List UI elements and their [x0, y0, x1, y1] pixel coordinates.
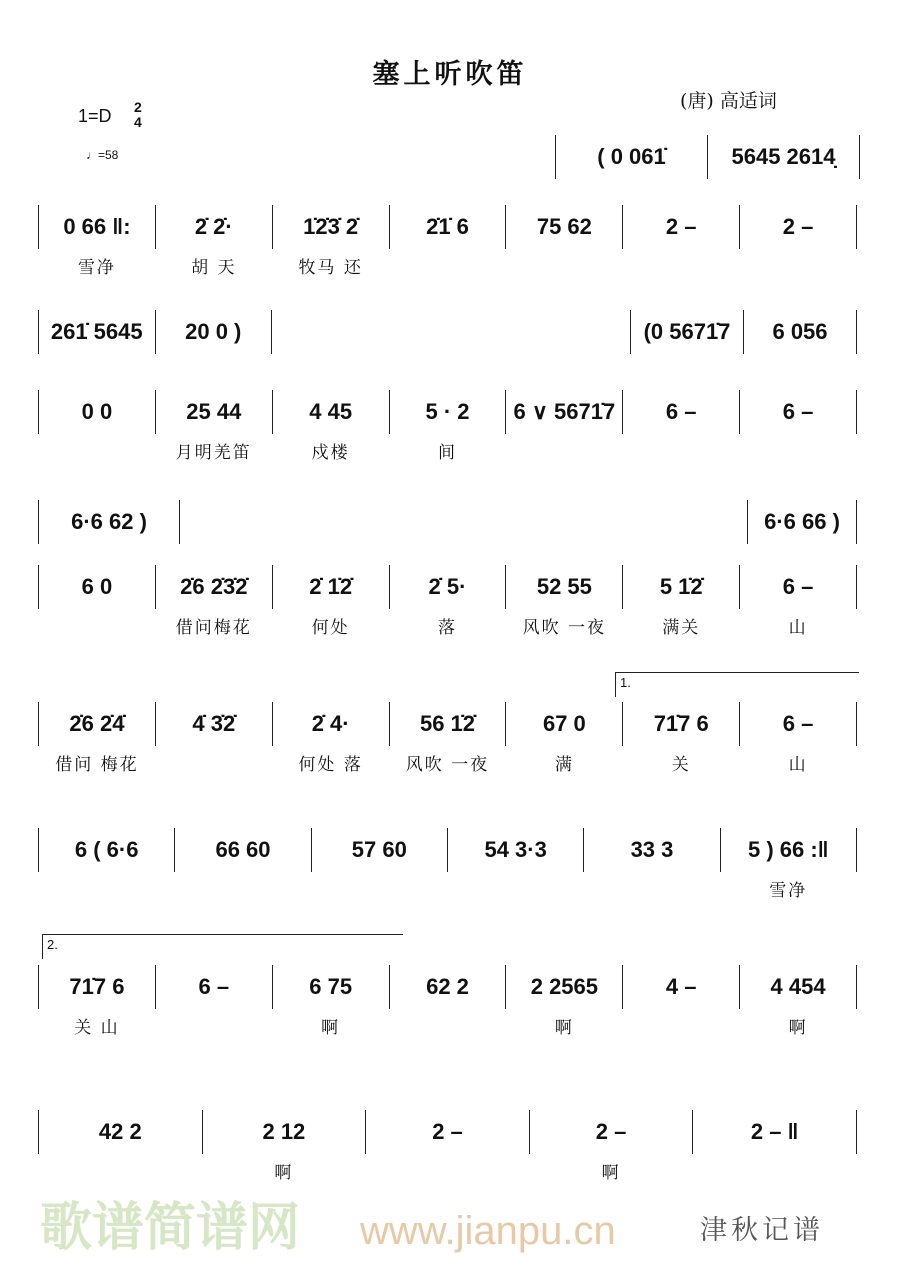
notes: 2̇6 2̇4̇ [69, 711, 125, 736]
staff-row [38, 310, 272, 354]
notes: ( 0 061̇ [597, 144, 666, 169]
notes: 1̇2̇3̇ 2̇ [303, 214, 359, 239]
notes: 6 ( 6·6 [74, 837, 139, 862]
notes: 4 454 [770, 974, 826, 999]
volta-first: 1. [615, 672, 859, 697]
measure [747, 500, 857, 544]
notes: 2 2565 [530, 974, 599, 999]
notes: 5 · 2 [425, 399, 470, 424]
measure [365, 1110, 529, 1154]
notes: 25 44 [186, 399, 242, 424]
lyric: 关 山 [74, 1018, 120, 1038]
notes: 5645 2614̣ [731, 144, 836, 169]
notes: 2 12 [262, 1119, 306, 1144]
measure [389, 390, 506, 463]
lyric: 啊 [274, 1163, 294, 1183]
measure [529, 1110, 693, 1183]
key-signature: 1=D [78, 106, 112, 126]
measure [622, 565, 739, 638]
lyric: 啊 [788, 1018, 808, 1038]
lyric: 啊 [554, 1018, 574, 1038]
time-signature [134, 100, 142, 130]
time-bottom: 4 [134, 114, 142, 130]
transcriber-signature: 津秋记谱 [700, 1215, 824, 1246]
notes: 2 – [432, 1119, 463, 1144]
lyric: 山 [788, 755, 808, 775]
lyric: 关 [671, 755, 691, 775]
measure [272, 965, 389, 1038]
measure [739, 565, 857, 638]
staff-row [747, 500, 857, 544]
notes: 6·6 62 ) [71, 509, 147, 534]
notes: 6 0 [81, 574, 113, 599]
watermark-site: 歌谱简谱网 [40, 1199, 301, 1257]
lyric: 牧马 还 [298, 258, 363, 278]
watermark-url: www.jianpu.cn [360, 1209, 616, 1253]
notes: 4 – [665, 974, 697, 999]
measure [630, 310, 743, 354]
measure [622, 702, 739, 775]
notes: 2 – ‖ [750, 1119, 799, 1144]
notes: 71̇7 6 [69, 974, 125, 999]
measure [739, 390, 857, 434]
measure [38, 310, 155, 354]
notes: 56 1̇2̇ [419, 711, 476, 736]
notes: 20 0 ) [185, 319, 242, 344]
lyric: 啊 [321, 1018, 341, 1038]
measure [202, 1110, 366, 1183]
lyric: 何处 落 [298, 755, 363, 775]
measure [155, 205, 272, 278]
staff-row [38, 500, 180, 544]
lyric: 月明羌笛 [175, 443, 252, 463]
lyric: 满 [554, 755, 574, 775]
notes: 6 ∨ 5671̇7 [513, 399, 616, 424]
lyricist-credit: (唐) 高适词 [680, 90, 777, 112]
measure [505, 205, 622, 249]
measure [155, 565, 272, 638]
staff-row [38, 390, 857, 463]
measure [505, 965, 622, 1038]
measure [555, 135, 707, 179]
notes: 5 1̇2̇ [659, 574, 703, 599]
notes: 54 3·3 [484, 837, 547, 862]
notes: 42 2 [98, 1119, 142, 1144]
measure [692, 1110, 857, 1154]
notes: 4 45 [309, 399, 353, 424]
measure [38, 965, 155, 1038]
notes: 6 – [782, 574, 814, 599]
lyric: 山 [788, 618, 808, 638]
lyric: 落 [438, 618, 457, 638]
notes: 33 3 [630, 837, 674, 862]
notes: 57 60 [351, 837, 407, 862]
volta-second: 2. [42, 934, 403, 959]
measure [389, 702, 506, 775]
notes: 71̇7 6 [653, 711, 709, 736]
lyric: 啊 [601, 1163, 621, 1183]
staff-row [38, 1110, 857, 1183]
notes: 2̇ 1̇2̇ [309, 574, 353, 599]
measure [38, 500, 180, 544]
measure [389, 205, 506, 249]
measure [707, 135, 860, 179]
lyric: 何处 [311, 618, 350, 638]
measure [739, 702, 857, 775]
notes: 0 66 ‖: [63, 214, 131, 239]
notes: 2̇6 2̇3̇2̇ [180, 574, 248, 599]
measure [739, 205, 857, 249]
measure [272, 390, 389, 463]
lyric: 借问 梅花 [55, 755, 139, 775]
lyric: 雪净 [77, 258, 116, 278]
measure [38, 205, 155, 278]
lyric: 胡 天 [191, 258, 237, 278]
notes: 2 – [595, 1119, 627, 1144]
measure [447, 828, 583, 872]
staff-row [38, 702, 857, 775]
measure [38, 828, 174, 872]
measure [505, 390, 622, 434]
lyric: 借问梅花 [175, 618, 252, 638]
measure [38, 565, 155, 609]
measure [739, 965, 857, 1038]
notes: 2̇ 5· [428, 574, 467, 599]
staff-row [38, 965, 857, 1038]
notes: 62 2 [426, 974, 469, 999]
notes: 2 – [782, 214, 814, 239]
notes: 2 – [665, 214, 697, 239]
measure [272, 205, 389, 278]
notes: 5 ) 66 :‖ [747, 837, 829, 862]
notes: 75 62 [536, 214, 592, 239]
notes: 67 0 [542, 711, 586, 736]
lyric: 戍楼 [311, 443, 350, 463]
notes: 6 – [782, 711, 814, 736]
notes: 6 056 [772, 319, 828, 344]
notes: 52 55 [536, 574, 592, 599]
measure [155, 390, 272, 463]
notes: 6 – [198, 974, 230, 999]
tempo-marking: ♩=58 [86, 148, 119, 162]
measure [622, 390, 739, 434]
notes: 6 – [782, 399, 814, 424]
staff-row [555, 135, 860, 179]
measure [311, 828, 447, 872]
notes: 6·6 66 ) [764, 509, 840, 534]
lyric: 风吹 一夜 [405, 755, 490, 775]
measure [38, 702, 155, 775]
staff-row [38, 828, 857, 901]
measure [583, 828, 719, 872]
notes: (0 5671̇7 [643, 319, 731, 344]
measure [155, 702, 272, 746]
measure [155, 965, 272, 1009]
measure [622, 965, 739, 1009]
lyric: 雪净 [769, 881, 808, 901]
staff-row [38, 205, 857, 278]
staff-row [38, 565, 857, 638]
time-top: 2 [134, 99, 142, 115]
staff-row [630, 310, 857, 354]
measure [38, 390, 155, 434]
measure [38, 1110, 202, 1154]
lyric: 风吹 一夜 [522, 618, 607, 638]
notes: 6 75 [309, 974, 353, 999]
measure [622, 205, 739, 249]
song-title: 塞上听吹笛 [372, 59, 528, 90]
notes: 2̇ 4· [311, 711, 350, 736]
measure [505, 702, 622, 775]
measure [174, 828, 310, 872]
measure [155, 310, 273, 354]
notes: 2̇1̇ 6 [426, 214, 469, 239]
measure [272, 702, 389, 775]
measure [389, 565, 506, 638]
lyric: 满关 [662, 618, 701, 638]
measure [505, 565, 622, 638]
measure [389, 965, 506, 1009]
notes: 6 – [665, 399, 697, 424]
measure [272, 565, 389, 638]
lyric: 间 [438, 443, 457, 463]
notes: 261̇ 5645 [50, 319, 143, 344]
notes: 2̇ 2̇· [194, 214, 233, 239]
measure [720, 828, 857, 901]
notes: 4̇ 3̇2̇ [192, 711, 236, 736]
notes: 0 0 [81, 399, 113, 424]
measure [743, 310, 857, 354]
notes: 66 60 [215, 837, 271, 862]
